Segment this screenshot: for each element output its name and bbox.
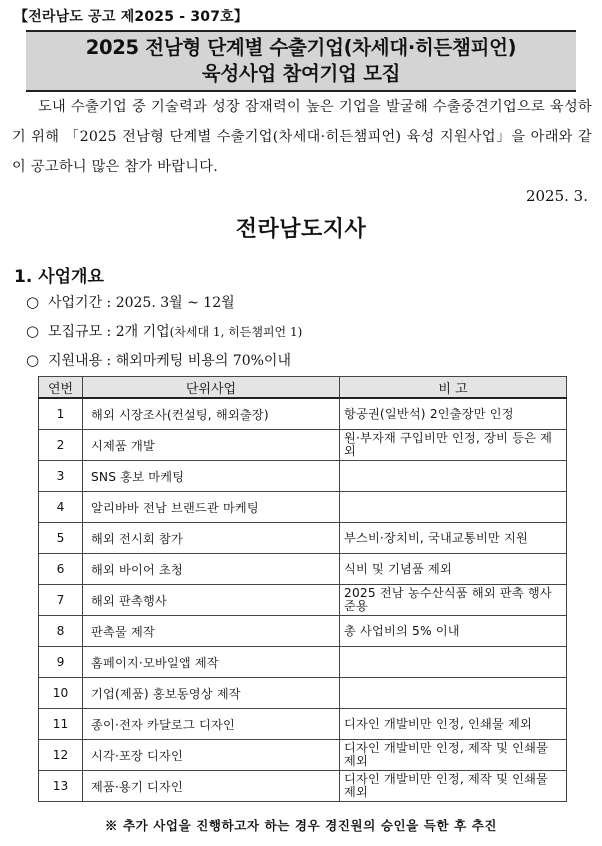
title-banner bbox=[26, 30, 576, 92]
intro-paragraph: 도내 수출기업 중 기술력과 성장 잠재력이 높은 기업을 발굴해 수출중견기업으로 육성하기 위해 「2025 전남형 단계별 수출기업(차세대·히든챔피언) 육성 지원사업」을 아래와 같이 공고하니 많은 참가 바랍니다. bbox=[12, 99, 592, 175]
table-row bbox=[39, 554, 567, 585]
support-items-table bbox=[38, 376, 567, 802]
bullet-circle-icon: ○ bbox=[26, 322, 40, 340]
row-unit-project: 제품·용기 디자인 bbox=[83, 771, 340, 802]
row-remarks: 항공권(일반석) 2인출장만 인정 bbox=[340, 398, 567, 430]
bullet-text: 모집규모 : 2개 기업 bbox=[48, 324, 170, 340]
table-row bbox=[39, 585, 567, 616]
row-number: 1 bbox=[39, 398, 83, 430]
row-number: 3 bbox=[39, 461, 83, 492]
table-row bbox=[39, 430, 567, 461]
title-line-1: 2025 전남형 단계별 수출기업(차세대·히든챔피언) bbox=[85, 36, 517, 59]
row-unit-project: 해외 판촉행사 bbox=[83, 585, 340, 616]
row-remarks: 부스비·장치비, 국내교통비만 지원 bbox=[340, 523, 567, 554]
table-row bbox=[39, 523, 567, 554]
bullet-note: (차세대 1, 히든챔피언 1) bbox=[169, 325, 303, 339]
row-number: 12 bbox=[39, 740, 83, 771]
issuer-title: 전라남도지사 bbox=[235, 217, 367, 242]
section-heading: 1. 사업개요 bbox=[14, 267, 104, 287]
row-number: 10 bbox=[39, 678, 83, 709]
bullet-circle-icon: ○ bbox=[26, 293, 40, 311]
table-row bbox=[39, 709, 567, 740]
row-unit-project: 해외 바이어 초청 bbox=[83, 554, 340, 585]
header-remarks: 비 고 bbox=[340, 377, 567, 399]
row-remarks bbox=[340, 492, 567, 523]
header-number: 연번 bbox=[39, 377, 83, 399]
row-unit-project: 시제품 개발 bbox=[83, 430, 340, 461]
row-unit-project: SNS 홍보 마케팅 bbox=[83, 461, 340, 492]
bullet-text: 지원내용 : 해외마케팅 비용의 70%이내 bbox=[48, 353, 291, 369]
table-row bbox=[39, 398, 567, 430]
row-number: 6 bbox=[39, 554, 83, 585]
bullet-circle-icon: ○ bbox=[26, 351, 40, 369]
table-row bbox=[39, 771, 567, 802]
row-remarks bbox=[340, 678, 567, 709]
row-number: 5 bbox=[39, 523, 83, 554]
bullet-support-content bbox=[26, 350, 291, 370]
table-header-row bbox=[39, 377, 567, 399]
footnote: ※ 추가 사업을 진행하고자 하는 경우 경진원의 승인을 득한 후 추진 bbox=[104, 818, 498, 833]
row-remarks: 디자인 개발비만 인정, 제작 및 인쇄물 제외 bbox=[340, 740, 567, 771]
row-unit-project: 기업(제품) 홍보동영상 제작 bbox=[83, 678, 340, 709]
title-line-2: 육성사업 참여기업 모집 bbox=[201, 62, 401, 85]
row-unit-project: 시각·포장 디자인 bbox=[83, 740, 340, 771]
header-unit-project: 단위사업 bbox=[83, 377, 340, 399]
row-remarks: 총 사업비의 5% 이내 bbox=[340, 616, 567, 647]
row-number: 9 bbox=[39, 647, 83, 678]
row-unit-project: 해외 전시회 참가 bbox=[83, 523, 340, 554]
row-remarks: 식비 및 기념품 제외 bbox=[340, 554, 567, 585]
row-unit-project: 종이·전자 카달로그 디자인 bbox=[83, 709, 340, 740]
row-unit-project: 홈페이지·모바일앱 제작 bbox=[83, 647, 340, 678]
table-row bbox=[39, 492, 567, 523]
table-row bbox=[39, 616, 567, 647]
row-number: 11 bbox=[39, 709, 83, 740]
row-remarks: 원·부자재 구입비만 인정, 장비 등은 제외 bbox=[340, 430, 567, 461]
row-remarks: 디자인 개발비만 인정, 인쇄물 제외 bbox=[340, 709, 567, 740]
row-remarks: 2025 전남 농수산식품 해외 판촉 행사 준용 bbox=[340, 585, 567, 616]
table-row bbox=[39, 678, 567, 709]
table-row bbox=[39, 647, 567, 678]
row-unit-project: 알리바바 전남 브랜드관 마케팅 bbox=[83, 492, 340, 523]
row-number: 7 bbox=[39, 585, 83, 616]
row-number: 2 bbox=[39, 430, 83, 461]
row-remarks bbox=[340, 461, 567, 492]
row-remarks: 디자인 개발비만 인정, 제작 및 인쇄물 제외 bbox=[340, 771, 567, 802]
row-number: 8 bbox=[39, 616, 83, 647]
bullet-recruit-scale bbox=[26, 321, 302, 341]
table-row bbox=[39, 461, 567, 492]
notice-number: 【전라남도 공고 제2025 - 307호】 bbox=[14, 9, 249, 25]
row-number: 13 bbox=[39, 771, 83, 802]
bullet-text: 사업기간 : 2025. 3월 ~ 12월 bbox=[48, 295, 235, 311]
row-unit-project: 해외 시장조사(컨설팅, 해외출장) bbox=[83, 398, 340, 430]
table-row bbox=[39, 740, 567, 771]
bullet-project-period bbox=[26, 292, 235, 312]
row-number: 4 bbox=[39, 492, 83, 523]
row-unit-project: 판촉물 제작 bbox=[83, 616, 340, 647]
announcement-date: 2025. 3. bbox=[525, 187, 588, 205]
row-remarks bbox=[340, 647, 567, 678]
